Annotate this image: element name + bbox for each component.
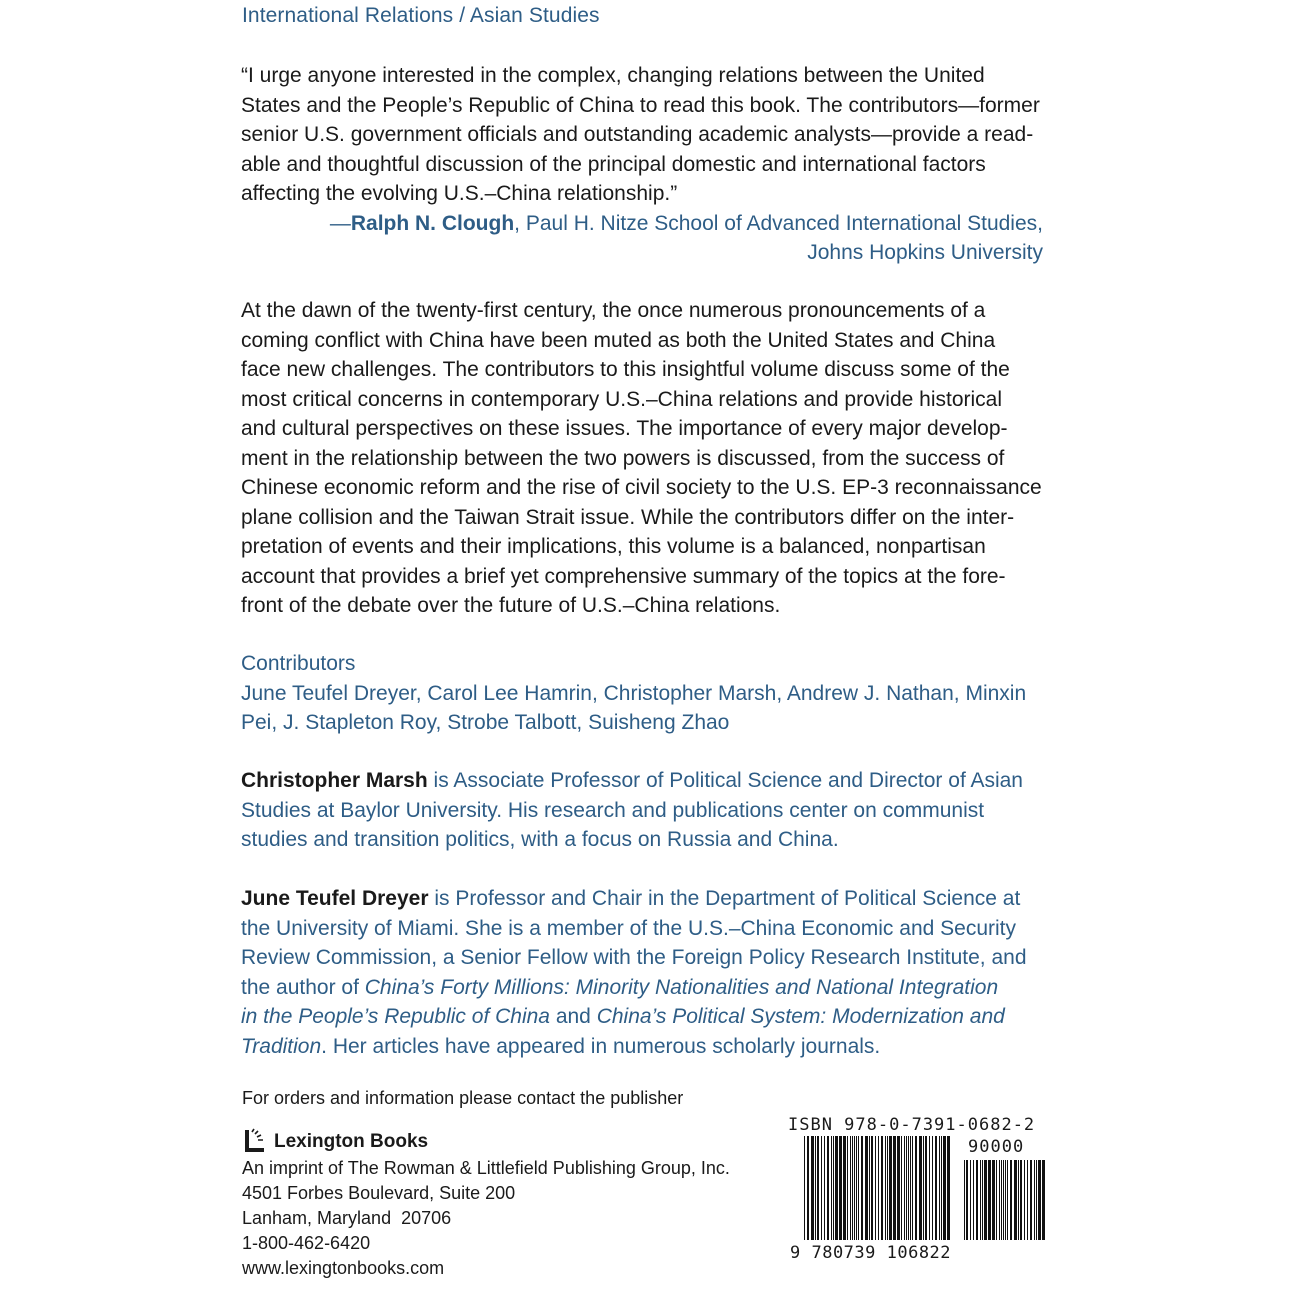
addon-barcode-bar bbox=[982, 1160, 983, 1240]
blurb-line-text: ment in the relationship between the two powers is discussed, from the success of bbox=[241, 446, 1005, 470]
book-title: in the People’s Republic of China bbox=[241, 1005, 550, 1028]
barcode-bar bbox=[835, 1136, 838, 1240]
barcode-bar bbox=[878, 1136, 879, 1240]
barcode-bar bbox=[807, 1136, 809, 1240]
barcode-bar bbox=[904, 1136, 905, 1240]
blurb-line-text: plane collision and the Taiwan Strait issue. While the contributors differ on the inter- bbox=[241, 505, 1015, 529]
attribution-dash: — bbox=[329, 211, 351, 235]
book-title: China’s Political System: Modernization and bbox=[596, 1005, 1005, 1028]
barcode-bar bbox=[861, 1136, 863, 1240]
blurb-line bbox=[241, 296, 1043, 326]
attribution-affiliation: , Paul H. Nitze School of Advanced International Studies, bbox=[514, 211, 1043, 235]
blurb-line bbox=[241, 444, 1043, 474]
blurb-line-text: pretation of events and their implications, this volume is a balanced, nonpartisan bbox=[241, 535, 986, 558]
quote-line-text: senior U.S. government officials and outstanding academic analysts—provide a read- bbox=[241, 123, 1034, 146]
addon-barcode-bar bbox=[1034, 1160, 1035, 1240]
blurb-line bbox=[241, 562, 1043, 592]
addon-barcode-bar bbox=[970, 1160, 971, 1240]
barcode-bar bbox=[925, 1136, 927, 1240]
addon-barcode-bar bbox=[980, 1160, 981, 1240]
addon-barcode-bar bbox=[966, 1160, 968, 1240]
addon-barcode-bar bbox=[1005, 1160, 1006, 1240]
book-title: Tradition bbox=[241, 1034, 322, 1058]
bio-text: . Her articles have appeared in numerous scholarly journals. bbox=[321, 1034, 881, 1058]
barcode-bar bbox=[875, 1136, 876, 1240]
addon-barcode-bar bbox=[1030, 1160, 1032, 1240]
barcode-bar bbox=[910, 1136, 911, 1240]
publisher-info bbox=[242, 1126, 730, 1281]
bio-line: the University of Miami. She is a member of the U.S.–China Economic and Security bbox=[241, 916, 1016, 940]
bio-name: Christopher Marsh bbox=[241, 769, 428, 792]
addon-barcode-bar bbox=[964, 1160, 965, 1240]
barcode-bar bbox=[906, 1136, 907, 1240]
barcode-bar bbox=[815, 1136, 816, 1240]
bio-text: and bbox=[549, 1005, 597, 1028]
bio-line: Review Commission, a Senior Fellow with the Foreign Policy Research Institute, and bbox=[241, 946, 1027, 969]
addon-barcode-bar bbox=[1036, 1160, 1037, 1240]
barcode-bar bbox=[858, 1136, 859, 1240]
bio-line bbox=[241, 1002, 1043, 1032]
addon-barcode-bar bbox=[1042, 1160, 1045, 1240]
book-description bbox=[241, 296, 1043, 621]
barcode-bar bbox=[821, 1136, 822, 1240]
barcode-bar bbox=[885, 1136, 886, 1240]
bio-line bbox=[241, 973, 1043, 1003]
barcode-bar bbox=[865, 1136, 868, 1240]
barcode-bar bbox=[947, 1136, 950, 1240]
barcode-bar bbox=[811, 1136, 814, 1240]
addon-barcode-bar bbox=[992, 1160, 995, 1240]
quote-line bbox=[241, 120, 1043, 150]
blurb-line-text: face new challenges. The contributors to this insightful volume discuss some of the bbox=[241, 358, 1010, 381]
blurb-last-line: front of the debate over the future of U.S.–China relations. bbox=[241, 594, 781, 617]
blurb-line bbox=[241, 503, 1043, 533]
bio-text: Studies at Baylor University. His research and publications center on communist bbox=[241, 798, 985, 822]
blurb-line bbox=[241, 385, 1043, 415]
barcode-bar bbox=[893, 1136, 896, 1240]
barcode-bar bbox=[919, 1136, 922, 1240]
barcode-bar bbox=[817, 1136, 819, 1240]
quote-attribution bbox=[241, 209, 1043, 239]
blurb-line bbox=[241, 414, 1043, 444]
blurb-line-text: account that provides a brief yet comprehensive summary of the topics at the fore- bbox=[241, 564, 1006, 588]
contributors-line bbox=[241, 679, 1043, 709]
publisher-imprint: An imprint of The Rowman & Littlefield Publishing Group, Inc. bbox=[242, 1158, 730, 1178]
editor-bio-marsh bbox=[241, 766, 1043, 855]
price-code: 90000 bbox=[968, 1137, 1025, 1157]
blurb-line-text: and cultural perspectives on these issues. The importance of every major develop- bbox=[241, 417, 1008, 440]
book-title: China’s Forty Millions: Minority Nationalities and National Integration bbox=[364, 975, 999, 999]
blurb-line-text: At the dawn of the twenty-first century, the once numerous pronouncements of a bbox=[241, 299, 986, 322]
barcode-bar bbox=[869, 1136, 870, 1240]
barcode-bar bbox=[935, 1136, 937, 1240]
barcode-bar bbox=[843, 1136, 846, 1240]
barcode-bar bbox=[850, 1136, 851, 1240]
addon-barcode-bar bbox=[1010, 1160, 1012, 1240]
barcode-bar bbox=[932, 1136, 933, 1240]
attribution-name: Ralph N. Clough bbox=[350, 211, 515, 235]
category-label: International Relations / Asian Studies bbox=[242, 4, 600, 27]
publisher-logo bbox=[242, 1126, 730, 1156]
publisher-name: Lexington Books bbox=[274, 1130, 429, 1152]
addon-barcode-bar bbox=[1038, 1160, 1041, 1240]
quote-line-text: “I urge anyone interested in the complex, changing relations between the United bbox=[241, 64, 985, 87]
contributors-section bbox=[241, 649, 1043, 738]
barcode-bar bbox=[881, 1136, 883, 1240]
addon-barcode-bar bbox=[1024, 1160, 1025, 1240]
quote-line bbox=[241, 91, 1043, 121]
barcode-bar bbox=[901, 1136, 902, 1240]
addon-barcode-bar bbox=[1014, 1160, 1017, 1240]
barcode-bar bbox=[943, 1136, 946, 1240]
blurb-line-text: most critical concerns in contemporary U.S.–China relations and provide historical bbox=[241, 387, 1003, 411]
quote-line bbox=[241, 150, 1043, 180]
addon-barcode-bar bbox=[1007, 1160, 1008, 1240]
bio-text: the author of bbox=[241, 975, 365, 999]
barcode-bar bbox=[833, 1136, 834, 1240]
isbn-label: ISBN 978-0-7391-0682-2 bbox=[788, 1115, 1036, 1135]
blurb-line-text: coming conflict with China have been muted as both the United States and China bbox=[241, 328, 996, 352]
lexington-logo-icon bbox=[242, 1128, 268, 1154]
barcode-bar bbox=[852, 1136, 853, 1240]
attribution-university: Johns Hopkins University bbox=[807, 241, 1043, 264]
quote-line-text: States and the People’s Republic of China to read this book. The contributors—former bbox=[241, 93, 1040, 117]
barcode-bar bbox=[923, 1136, 924, 1240]
barcode-bar bbox=[854, 1136, 855, 1240]
bio-line: studies and transition politics, with a focus on Russia and China. bbox=[241, 828, 839, 851]
bio-text: is Professor and Chair in the Department of Political Science at bbox=[428, 887, 1021, 910]
barcode-bar bbox=[889, 1136, 892, 1240]
barcode-bar bbox=[939, 1136, 940, 1240]
addon-barcode-bar bbox=[1027, 1160, 1028, 1240]
publisher-phone: 1-800-462-6420 bbox=[242, 1233, 371, 1253]
addon-barcode-bar bbox=[1001, 1160, 1002, 1240]
contributors-line: Pei, J. Stapleton Roy, Strobe Talbott, Suisheng Zhao bbox=[241, 711, 730, 734]
barcode-bar bbox=[887, 1136, 888, 1240]
barcode-bar bbox=[824, 1136, 825, 1240]
blurb-line bbox=[241, 355, 1043, 385]
barcode-bar bbox=[839, 1136, 842, 1240]
bio-name: June Teufel Dreyer bbox=[241, 887, 429, 910]
bio-text: is Associate Professor of Political Science and Director of Asian bbox=[427, 769, 1023, 792]
addon-barcode-bar bbox=[976, 1160, 978, 1240]
addon-barcode-bar bbox=[984, 1160, 987, 1240]
barcode-bar bbox=[871, 1136, 873, 1240]
bio-line bbox=[241, 796, 1043, 826]
addon-barcode-bar bbox=[1003, 1160, 1004, 1240]
bio-line bbox=[241, 766, 1043, 796]
quote-line-text: able and thoughtful discussion of the principal domestic and international factors bbox=[241, 152, 986, 176]
contributors-heading: Contributors bbox=[241, 652, 356, 675]
barcode-bar bbox=[804, 1136, 805, 1240]
addon-barcode-bar bbox=[988, 1160, 991, 1240]
addon-barcode-bar bbox=[996, 1160, 997, 1240]
addon-barcode-bar bbox=[1018, 1160, 1019, 1240]
addon-barcode-bar bbox=[973, 1160, 974, 1240]
quote-line bbox=[241, 61, 1043, 91]
barcode-bar bbox=[897, 1136, 900, 1240]
bio-line bbox=[241, 884, 1043, 914]
blurb-line bbox=[241, 326, 1043, 356]
blurb-line bbox=[241, 473, 1043, 503]
barcode-bar bbox=[856, 1136, 857, 1240]
barcode-bar bbox=[847, 1136, 848, 1240]
addon-barcode-bar bbox=[1020, 1160, 1022, 1240]
barcode-bar bbox=[929, 1136, 930, 1240]
barcode-bar bbox=[831, 1136, 832, 1240]
editor-bio-dreyer bbox=[241, 884, 1043, 1061]
contributors-line-text: June Teufel Dreyer, Carol Lee Hamrin, Christopher Marsh, Andrew J. Nathan, Minxin bbox=[241, 681, 1027, 705]
barcode-bar bbox=[827, 1136, 829, 1240]
barcode-bar bbox=[941, 1136, 942, 1240]
publisher-address-line2: Lanham, Maryland 20706 bbox=[242, 1208, 452, 1228]
barcode-bar bbox=[915, 1136, 917, 1240]
bio-line bbox=[241, 1032, 1043, 1062]
publisher-address-line1: 4501 Forbes Boulevard, Suite 200 bbox=[242, 1183, 516, 1203]
blurb-line-text: Chinese economic reform and the rise of civil society to the U.S. EP-3 reconnaissance bbox=[241, 476, 1042, 499]
addon-barcode-bar bbox=[999, 1160, 1000, 1240]
endorsement-quote bbox=[241, 61, 1043, 268]
barcode-bar bbox=[912, 1136, 913, 1240]
barcode-digits: 9 780739 106822 bbox=[790, 1243, 952, 1263]
orders-note: For orders and information please contact the publisher bbox=[242, 1088, 684, 1108]
quote-last-line: affecting the evolving U.S.–China relationship.” bbox=[241, 182, 678, 205]
blurb-line bbox=[241, 532, 1043, 562]
barcode-bar bbox=[908, 1136, 909, 1240]
publisher-website: www.lexingtonbooks.com bbox=[242, 1258, 445, 1278]
